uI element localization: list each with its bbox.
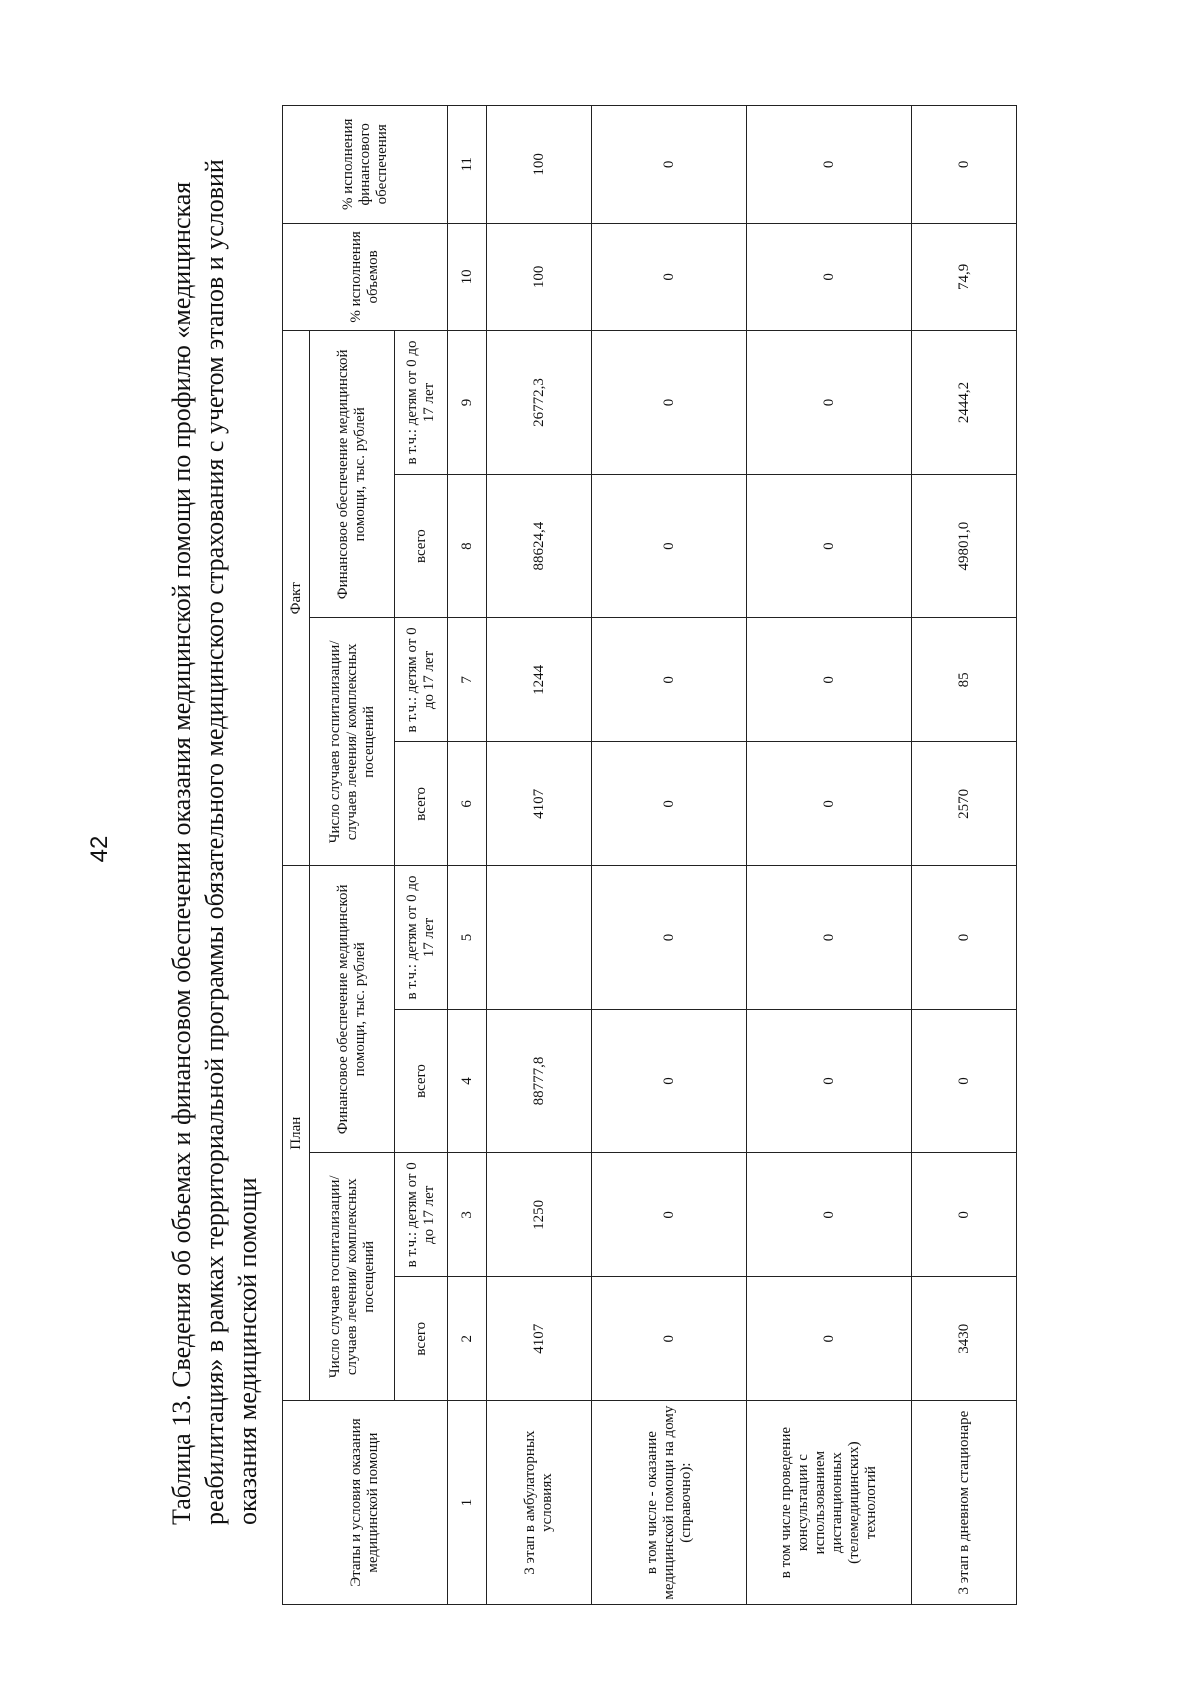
header-plan: План: [283, 866, 310, 1401]
header-fact-cases: Число случаев госпитализации/ случаев лечения/ комплексных посещений: [310, 618, 395, 866]
page-number: 42: [86, 835, 113, 863]
column-number-row: [448, 106, 487, 1605]
table-cell: 2570: [912, 742, 1017, 866]
table-cell: 4107: [487, 742, 592, 866]
table-cell: 0: [592, 223, 747, 331]
table-cell: 3430: [912, 1277, 1017, 1401]
header-plan-finance: Финансовое обеспечение медицинской помощи, тыс. рублей: [310, 866, 395, 1153]
data-table: [282, 105, 1017, 1605]
table-cell: 0: [747, 331, 912, 475]
column-number: 9: [448, 331, 487, 475]
table-cell: 74,9: [912, 223, 1017, 331]
header-stage: Этапы и условия оказания медицинской помощи: [283, 1401, 448, 1605]
table-cell: 2444,2: [912, 331, 1017, 475]
table-cell: 0: [592, 1153, 747, 1277]
table-cell: 0: [747, 742, 912, 866]
table-cell: 26772,3: [487, 331, 592, 475]
header-fact-finance: Финансовое обеспечение медицинской помощи, тыс. рублей: [310, 331, 395, 618]
table-cell: 0: [747, 474, 912, 618]
column-number: 2: [448, 1277, 487, 1401]
row-stage: в том числе - оказание медицинской помощи на дому (справочно):: [592, 1401, 747, 1605]
table-row: [912, 106, 1017, 1605]
column-number: 11: [448, 106, 487, 224]
rotated-content: [165, 105, 1125, 1605]
table-cell: [487, 866, 592, 1009]
column-number: 6: [448, 742, 487, 866]
column-number: 10: [448, 223, 487, 331]
table-cell: 0: [592, 742, 747, 866]
header-fact-fin-total: всего: [395, 474, 448, 618]
table-cell: 0: [912, 106, 1017, 224]
table-cell: 0: [747, 1153, 912, 1277]
column-number: 4: [448, 1009, 487, 1153]
table-cell: 0: [592, 331, 747, 475]
column-number: 8: [448, 474, 487, 618]
table-cell: 1244: [487, 618, 592, 742]
table-cell: 0: [592, 474, 747, 618]
header-pct-finance: % исполнения финансового обеспечения: [283, 106, 448, 224]
table-row: [592, 106, 747, 1605]
table-cell: 0: [592, 618, 747, 742]
table-title: Таблица 13. Сведения об объемах и финансовом обеспечении оказания медицинской помощи по профилю «медицинская реабилитация» в рамках территориальной программы обязательного медицинского страхования с учетом этапов и условий оказания медицинской помощи: [167, 159, 262, 1525]
table-cell: 0: [747, 1277, 912, 1401]
table-cell: 0: [747, 1009, 912, 1153]
table-cell: 0: [592, 106, 747, 224]
header-pct-volume: % исполнения объемов: [283, 223, 448, 331]
header-plan-cases: Число случаев госпитализации/ случаев лечения/ комплексных посещений: [310, 1153, 395, 1401]
table-cell: 85: [912, 618, 1017, 742]
header-plan-cases-children: в т.ч.: детям от 0 до 17 лет: [395, 1153, 448, 1277]
header-fact: Факт: [283, 331, 310, 866]
table-cell: 0: [747, 106, 912, 224]
table-cell: 88624,4: [487, 474, 592, 618]
column-number: 5: [448, 866, 487, 1009]
table-cell: 0: [912, 1009, 1017, 1153]
table-cell: 0: [912, 1153, 1017, 1277]
column-number: 1: [448, 1401, 487, 1605]
table-row: [747, 106, 912, 1605]
table-cell: 0: [912, 866, 1017, 1009]
header-fact-cases-total: всего: [395, 742, 448, 866]
table-cell: 100: [487, 223, 592, 331]
table-cell: 4107: [487, 1277, 592, 1401]
table-cell: 49801,0: [912, 474, 1017, 618]
column-number: 3: [448, 1153, 487, 1277]
table-cell: 0: [592, 866, 747, 1009]
table-cell: 100: [487, 106, 592, 224]
row-stage: 3 этап в дневном стационаре: [912, 1401, 1017, 1605]
table-cell: 0: [747, 223, 912, 331]
table-cell: 0: [747, 866, 912, 1009]
header-plan-fin-total: всего: [395, 1009, 448, 1153]
header-fact-cases-children: в т.ч.: детям от 0 до 17 лет: [395, 618, 448, 742]
row-stage: 3 этап в амбулаторных условиях: [487, 1401, 592, 1605]
table-cell: 88777,8: [487, 1009, 592, 1153]
header-fact-fin-children: в т.ч.: детям от 0 до 17 лет: [395, 331, 448, 475]
header-plan-cases-total: всего: [395, 1277, 448, 1401]
header-plan-fin-children: в т.ч.: детям от 0 до 17 лет: [395, 866, 448, 1009]
table-cell: 0: [747, 618, 912, 742]
table-cell: 1250: [487, 1153, 592, 1277]
column-number: 7: [448, 618, 487, 742]
table-cell: 0: [592, 1009, 747, 1153]
table-row: [487, 106, 592, 1605]
row-stage: в том числе проведение консультации с использованием дистанционных (телемедицинских) технологий: [747, 1401, 912, 1605]
table-cell: 0: [592, 1277, 747, 1401]
